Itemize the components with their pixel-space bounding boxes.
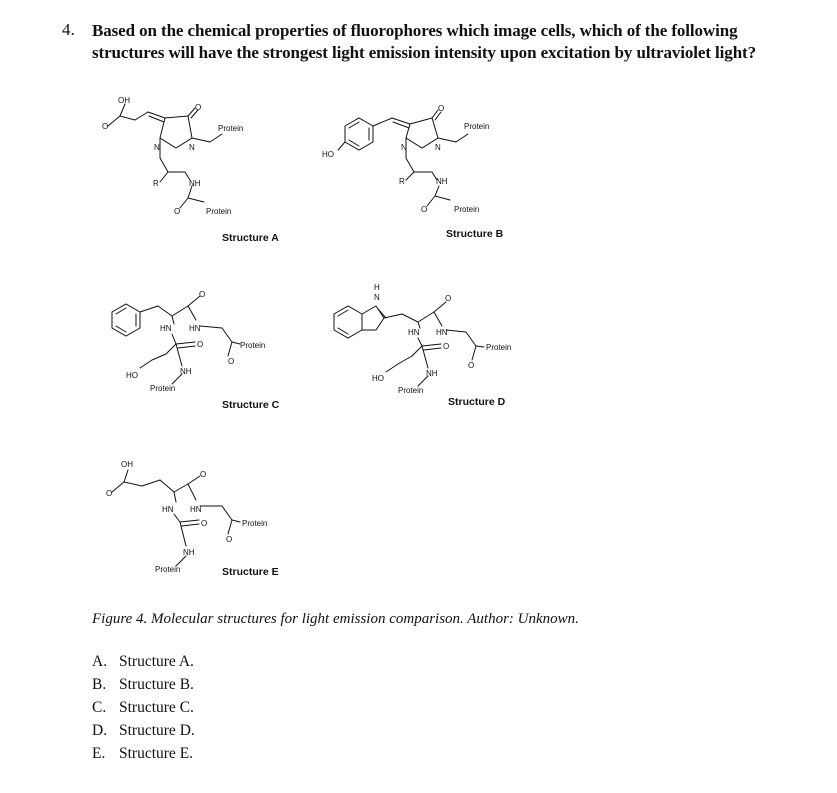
atom-label: Protein	[155, 565, 181, 574]
question-text: Based on the chemical properties of fluorophores which image cells, which of the following structures will have the strongest light emission intensity upon excitation by ultraviolet light?	[92, 21, 757, 62]
atom-label: HO	[322, 150, 334, 159]
atom-label: Protein	[150, 384, 176, 393]
structure-b-drawing	[338, 110, 468, 206]
question-number: 4.	[62, 20, 75, 39]
option-b[interactable]	[92, 673, 195, 696]
structure-d-label: Structure D	[448, 396, 506, 408]
atom-label: NH	[183, 548, 195, 557]
option-letter: D.	[92, 722, 108, 739]
atom-label: Protein	[464, 122, 490, 131]
atom-label: HN	[160, 324, 172, 333]
atom-label: O	[421, 205, 428, 214]
atom-label: O	[443, 342, 450, 351]
atom-label: HN	[436, 328, 448, 337]
atom-label: HN	[162, 505, 174, 514]
atom-label: Protein	[486, 343, 512, 352]
atom-label: HN	[189, 324, 201, 333]
structure-e-drawing	[112, 470, 240, 566]
atom-label: HN	[408, 328, 420, 337]
option-letter: B.	[92, 676, 107, 693]
atom-label: OH	[121, 460, 133, 469]
atom-label: N	[154, 143, 160, 152]
atom-label: R	[153, 179, 159, 188]
option-a[interactable]	[92, 650, 195, 673]
option-letter: C.	[92, 699, 107, 716]
structure-c-label: Structure C	[222, 399, 280, 411]
structure-b-label: Structure B	[446, 228, 504, 240]
option-text: Structure B.	[119, 676, 194, 693]
option-text: Structure A.	[119, 653, 194, 670]
atom-label: N	[435, 143, 441, 152]
atom-label: O	[174, 207, 181, 216]
atom-label: O	[102, 122, 109, 131]
atom-label: H	[374, 283, 380, 292]
answer-options	[92, 650, 195, 765]
atom-label: O	[201, 519, 208, 528]
atom-label: NH	[189, 179, 201, 188]
structure-a-label: Structure A	[222, 232, 279, 244]
atom-label: Protein	[240, 341, 266, 350]
atom-label: N	[189, 143, 195, 152]
atom-label: Protein	[206, 207, 232, 216]
option-text: Structure D.	[119, 722, 195, 739]
atom-label: O	[200, 470, 207, 479]
structure-e-label: Structure E	[222, 566, 279, 578]
atom-label: O	[445, 294, 452, 303]
atom-label: NH	[426, 369, 438, 378]
atom-label: O	[228, 357, 235, 366]
atom-label: O	[468, 361, 475, 370]
figure-caption: Figure 4. Molecular structures for light emission comparison. Author: Unknown.	[92, 611, 579, 627]
atom-label: Protein	[242, 519, 268, 528]
atom-label: HN	[190, 505, 202, 514]
option-text: Structure C.	[119, 699, 194, 716]
option-letter: E.	[92, 745, 106, 762]
structure-a-drawing	[108, 104, 222, 208]
option-e[interactable]	[92, 742, 195, 765]
atom-label: N	[401, 143, 407, 152]
atom-label: O	[438, 104, 445, 113]
atom-label: HO	[126, 371, 138, 380]
structure-d-drawing	[334, 302, 484, 386]
atom-label: Protein	[454, 205, 480, 214]
atom-label: O	[106, 489, 113, 498]
atom-label: NH	[180, 367, 192, 376]
option-d[interactable]	[92, 719, 195, 742]
atom-label: Protein	[218, 124, 244, 133]
option-c[interactable]	[92, 696, 195, 719]
atom-label: O	[226, 535, 233, 544]
atom-label: N	[374, 293, 380, 302]
atom-label: O	[195, 103, 202, 112]
atom-label: O	[199, 290, 206, 299]
atom-label: HO	[372, 374, 384, 383]
atom-label: NH	[436, 177, 448, 186]
option-text: Structure E.	[119, 745, 194, 762]
option-letter: A.	[92, 653, 108, 670]
atom-label: Protein	[398, 386, 424, 395]
atom-label: OH	[118, 96, 130, 105]
atom-label: O	[197, 340, 204, 349]
atom-label: R	[399, 177, 405, 186]
